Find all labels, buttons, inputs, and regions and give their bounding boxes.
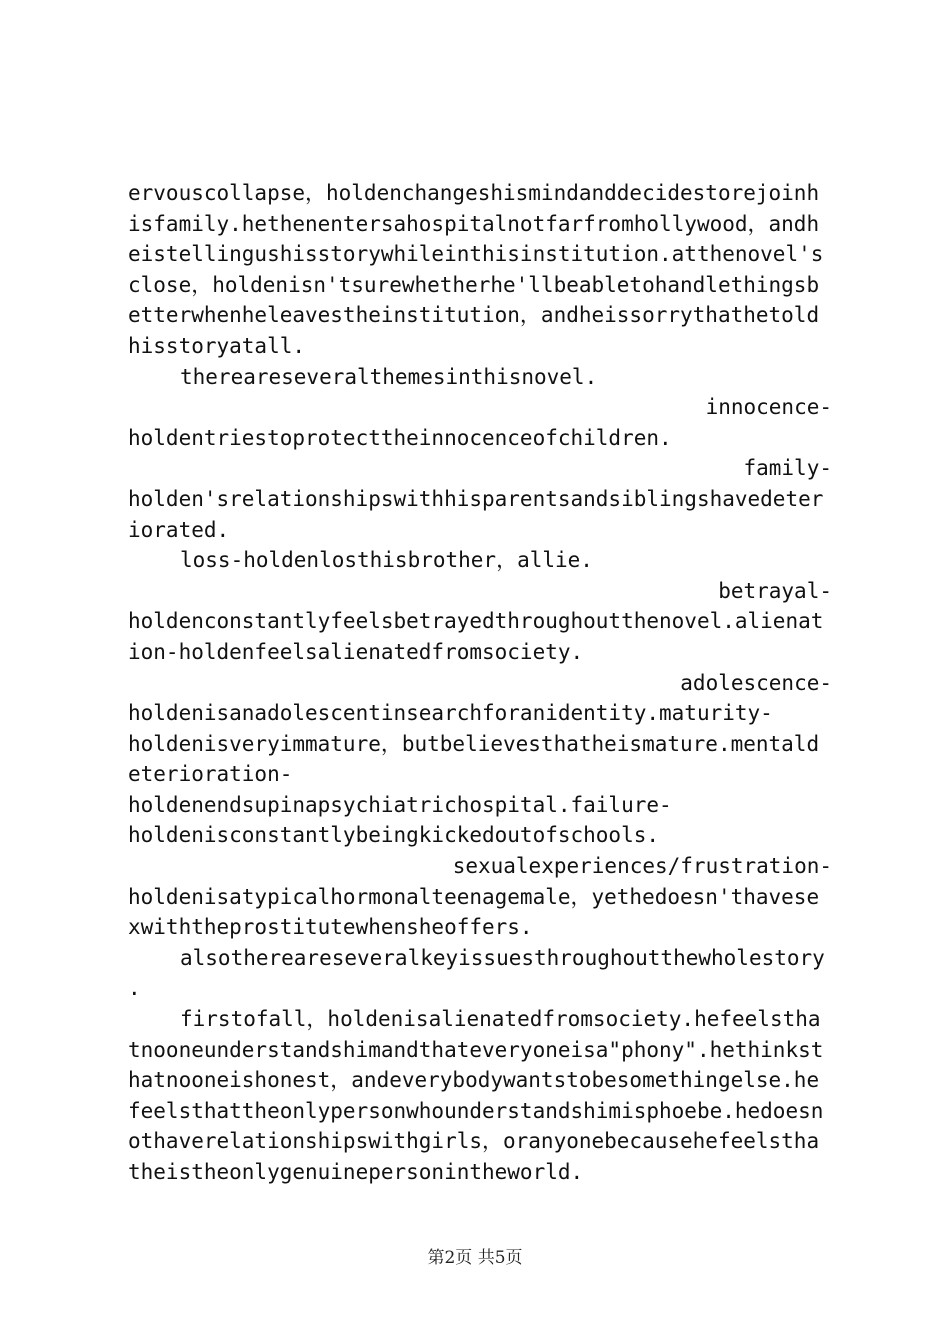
text-line: alsothereareseveralkeyissuesthroughoutthewholestory: [180, 945, 825, 970]
text-line: isfamily.hethenentersahospitalnotfarfromhollywood，andh: [128, 211, 820, 236]
text-line: adolescence-: [680, 670, 832, 695]
text-line: holdentriestoprotecttheinnocenceofchildren.: [128, 425, 672, 450]
text-line: holdenconstantlyfeelsbetrayedthroughoutthenovel.alienat: [128, 609, 824, 634]
text-line: sexualexperiences/frustration-: [452, 854, 832, 879]
text-line: eterioration-: [128, 762, 293, 787]
text-line: ion-holdenfeelsalienatedfromsociety.: [128, 639, 584, 664]
text-line: innocence-: [705, 395, 832, 420]
text-line: holdenisanadolescentinsearchforanidentity.maturity-: [128, 701, 773, 726]
text-line: family-: [743, 456, 832, 481]
text-line: firstofall，holdenisalienatedfromsociety.hefeelstha: [180, 1007, 821, 1032]
text-line: ervouscollapse，holdenchangeshismindanddecidestorejoinh: [128, 181, 820, 205]
text-line: etterwhenheleavestheinstitution，andheissorrythathetold: [128, 303, 820, 328]
text-line: othaverelationshipswithgirls，oranyonebecausehefeelstha: [128, 1129, 820, 1154]
text-line: xwiththeprostitutewhensheoffers.: [128, 915, 533, 940]
page-number-footer: 第2页 共5页: [427, 1248, 523, 1268]
text-line: close，holdenisn'tsurewhetherhe'llbeabletohandlethingsb: [128, 272, 820, 297]
text-line: .: [128, 976, 141, 1001]
text-line: holdenisveryimmature，butbelievesthatheismature.mentald: [128, 731, 820, 756]
text-line: theistheonlygenuinepersonintheworld.: [128, 1160, 584, 1184]
text-line: betrayal-: [718, 578, 832, 603]
text-line: tnooneunderstandshimandthateveryoneisa"phony".hethinkst: [128, 1037, 824, 1062]
text-line: holden'srelationshipswithhisparentsandsiblingshavedeter: [128, 486, 824, 511]
body-text: [128, 178, 832, 1188]
text-line: iorated.: [128, 517, 230, 542]
text-line: hatnooneishonest，andeverybodywantstobesomethingelse.he: [128, 1068, 820, 1093]
text-line: thereareseveralthemesinthisnovel.: [180, 364, 598, 389]
text-line: loss-holdenlosthisbrother，allie.: [180, 548, 593, 573]
text-line: holdenisatypicalhormonalteenagemale，yethedoesn'thavese: [128, 884, 820, 909]
text-line: eistellingushisstorywhileinthisinstitution.atthenovel's: [128, 242, 824, 267]
text-line: hisstoryatall.: [128, 333, 306, 358]
text-line: holdenendsupinapsychiatrichospital.failure-: [128, 792, 672, 817]
text-line: feelsthattheonlypersonwhounderstandshimisphoebe.hedoesn: [128, 1098, 824, 1123]
text-line: holdenisconstantlybeingkickedoutofschools.: [128, 823, 660, 848]
